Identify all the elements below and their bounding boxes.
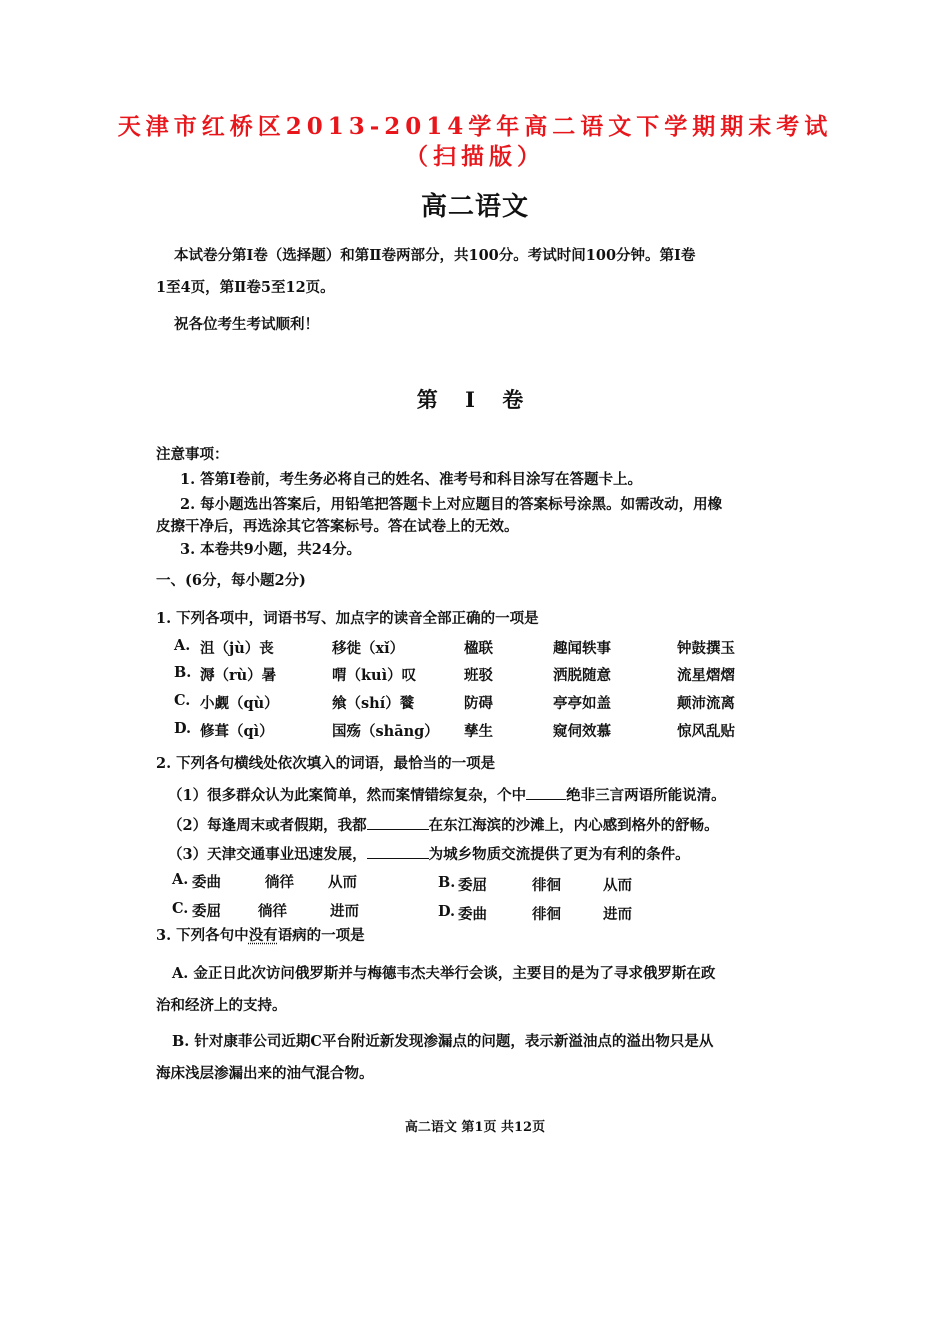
option-item: 颠沛流离 [677, 695, 735, 712]
option-item: 溽（rù）暑 [200, 667, 277, 684]
option-item: 窥伺效慕 [553, 723, 611, 740]
option-item: 班驳 [464, 667, 493, 684]
option-item: 孳生 [464, 723, 493, 740]
question-1-stem: 1. 下列各项中，词语书写、加点字的读音全部正确的一项是 [156, 610, 539, 627]
option-item: 沮（jù）丧 [200, 640, 274, 657]
option-label: C. [174, 692, 191, 709]
question-2-sentence-2 [168, 814, 719, 835]
option-item: 趣闻轶事 [553, 640, 611, 657]
stem-text: 语病的一项是 [277, 927, 365, 944]
option-item: 流星熠熠 [677, 667, 735, 684]
fill-blank [367, 817, 429, 830]
note-item-1: 1. 答第Ⅰ卷前，考生务必将自己的姓名、准考号和科目涂写在答题卡上。 [180, 471, 642, 488]
subject-title: 高二语文 [420, 192, 529, 222]
note-item-2-line-1: 2. 每小题选出答案后，用铅笔把答题卡上对应题目的答案标号涂黑。如需改动，用橡 [180, 496, 723, 513]
question-3-option-b-line-1: B. 针对康菲公司近期C平台附近新发现渗漏点的问题，表示新溢油点的溢出物只是从 [172, 1033, 714, 1050]
option-label: B. [438, 874, 456, 891]
option-label: C. [172, 900, 189, 917]
option-item: 飨（shí）餮 [332, 695, 415, 712]
intro-line-2: 1至4页，第Ⅱ卷5至12页。 [156, 279, 335, 296]
sentence-text: （3）天津交通事业迅速发展， [168, 846, 367, 863]
option-item: 喟（kuì）叹 [332, 667, 417, 684]
sentence-text: 在东江海滨的沙滩上，内心感到格外的舒畅。 [428, 817, 719, 834]
option-item: 亭亭如盖 [553, 695, 611, 712]
option-item: 移徙（xǐ） [332, 640, 405, 657]
option-item: 委曲 [192, 874, 221, 891]
wish-text: 祝各位考生考试顺利！ [174, 316, 319, 333]
question-3-option-b-line-2: 海床浅层渗漏出来的油气混合物。 [156, 1065, 374, 1082]
sentence-text: 绝非三言两语所能说清。 [566, 787, 726, 804]
option-item: 从而 [603, 877, 632, 894]
fill-blank [526, 787, 566, 800]
option-label: A. [172, 871, 189, 888]
stem-text: 3. 下列各句中 [156, 927, 249, 944]
question-2-sentence-3 [168, 843, 690, 864]
notes-heading: 注意事项： [156, 446, 229, 463]
volume-title: 第 Ⅰ 卷 [416, 387, 534, 412]
option-item: 委曲 [458, 906, 487, 923]
option-item: 徜徉 [258, 903, 287, 920]
option-item: 防碍 [464, 695, 493, 712]
option-item: 进而 [603, 906, 632, 923]
option-item: 徜徉 [265, 874, 294, 891]
option-item: 钟鼓撰玉 [677, 640, 735, 657]
option-item: 进而 [330, 903, 359, 920]
option-item: 徘徊 [532, 906, 561, 923]
document-title: 天津市红桥区2013-2014学年高二语文下学期期末考试（扫描版） [117, 113, 833, 170]
question-3-option-a-line-2: 治和经济上的支持。 [156, 997, 287, 1014]
question-2-stem: 2. 下列各句横线处依次填入的词语，最恰当的一项是 [156, 755, 496, 772]
option-label: D. [174, 720, 192, 737]
option-item: 徘徊 [532, 877, 561, 894]
option-item: 从而 [328, 874, 357, 891]
option-item: 惊风乱贴 [677, 723, 735, 740]
option-label: B. [174, 664, 192, 681]
sentence-text: （1）很多群众认为此案简单，然而案情错综复杂，个中 [168, 787, 527, 804]
option-item: 楹联 [464, 640, 493, 657]
note-item-2-line-2: 皮擦干净后，再选涂其它答案标号。答在试卷上的无效。 [156, 518, 519, 535]
option-item: 修葺（qì） [200, 723, 274, 740]
option-label: A. [174, 637, 191, 654]
option-label: D. [438, 903, 456, 920]
option-item: 委屈 [192, 903, 221, 920]
intro-line-1: 本试卷分第Ⅰ卷（选择题）和第Ⅱ卷两部分，共100分。考试时间100分钟。第Ⅰ卷 [174, 247, 696, 264]
option-item: 洒脱随意 [553, 667, 611, 684]
fill-blank [367, 846, 429, 859]
sentence-text: 为城乡物质交流提供了更为有利的条件。 [428, 846, 690, 863]
option-item: 委屈 [458, 877, 487, 894]
option-item: 小觑（qù） [200, 695, 279, 712]
option-item: 国殇（shāng） [332, 723, 439, 740]
page-footer: 高二语文 第1页 共12页 [404, 1120, 546, 1135]
question-3-stem [156, 924, 365, 945]
question-2-sentence-1 [168, 784, 726, 805]
section-1-heading: 一、(6分，每小题2分) [156, 572, 306, 589]
emphasis-mark: 没有 [248, 927, 278, 944]
note-item-3: 3. 本卷共9小题，共24分。 [180, 541, 361, 558]
sentence-text: （2）每逢周末或者假期，我都 [168, 817, 367, 834]
question-3-option-a-line-1: A. 金正日此次访问俄罗斯并与梅德韦杰夫举行会谈，主要目的是为了寻求俄罗斯在政 [172, 965, 716, 982]
